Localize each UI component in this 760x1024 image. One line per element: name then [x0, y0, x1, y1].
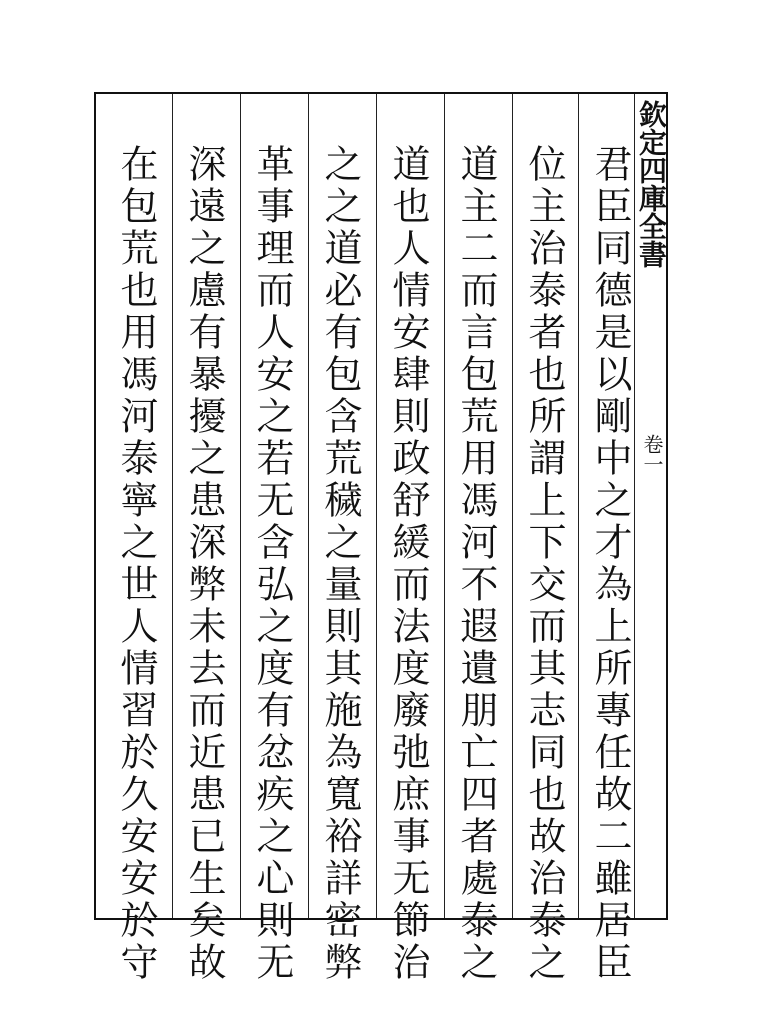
text-column-6: 革事理而人安之若无含弘之度有忿疾之心則无	[250, 144, 294, 984]
column-rule	[308, 94, 309, 918]
column-rule	[444, 94, 445, 918]
text-column-8: 在包荒也用馮河泰寧之世人情習於久安安於守	[114, 144, 158, 984]
text-column-7: 深遠之慮有暴擾之患深弊未去而近患已生矣故	[182, 144, 226, 984]
juan-label: 卷一	[640, 434, 664, 474]
book-title: 欽定四庫全書	[635, 100, 668, 268]
text-column-5: 之之道必有包含荒穢之量則其施為寬裕詳密弊	[318, 144, 362, 984]
column-rule	[376, 94, 377, 918]
column-rule	[512, 94, 513, 918]
text-column-3: 道主二而言包荒用馮河不遐遺朋亡四者處泰之	[454, 144, 498, 984]
margin-column	[634, 94, 668, 918]
column-rule	[578, 94, 579, 918]
column-rule	[240, 94, 241, 918]
text-column-4: 道也人情安肆則政舒緩而法度廢弛庶事无節治	[386, 144, 430, 984]
text-column-2: 位主治泰者也所謂上下交而其志同也故治泰之	[522, 144, 566, 984]
text-column-1: 君臣同德是以剛中之才為上所專任故二雖居臣	[588, 144, 632, 984]
column-rule	[172, 94, 173, 918]
